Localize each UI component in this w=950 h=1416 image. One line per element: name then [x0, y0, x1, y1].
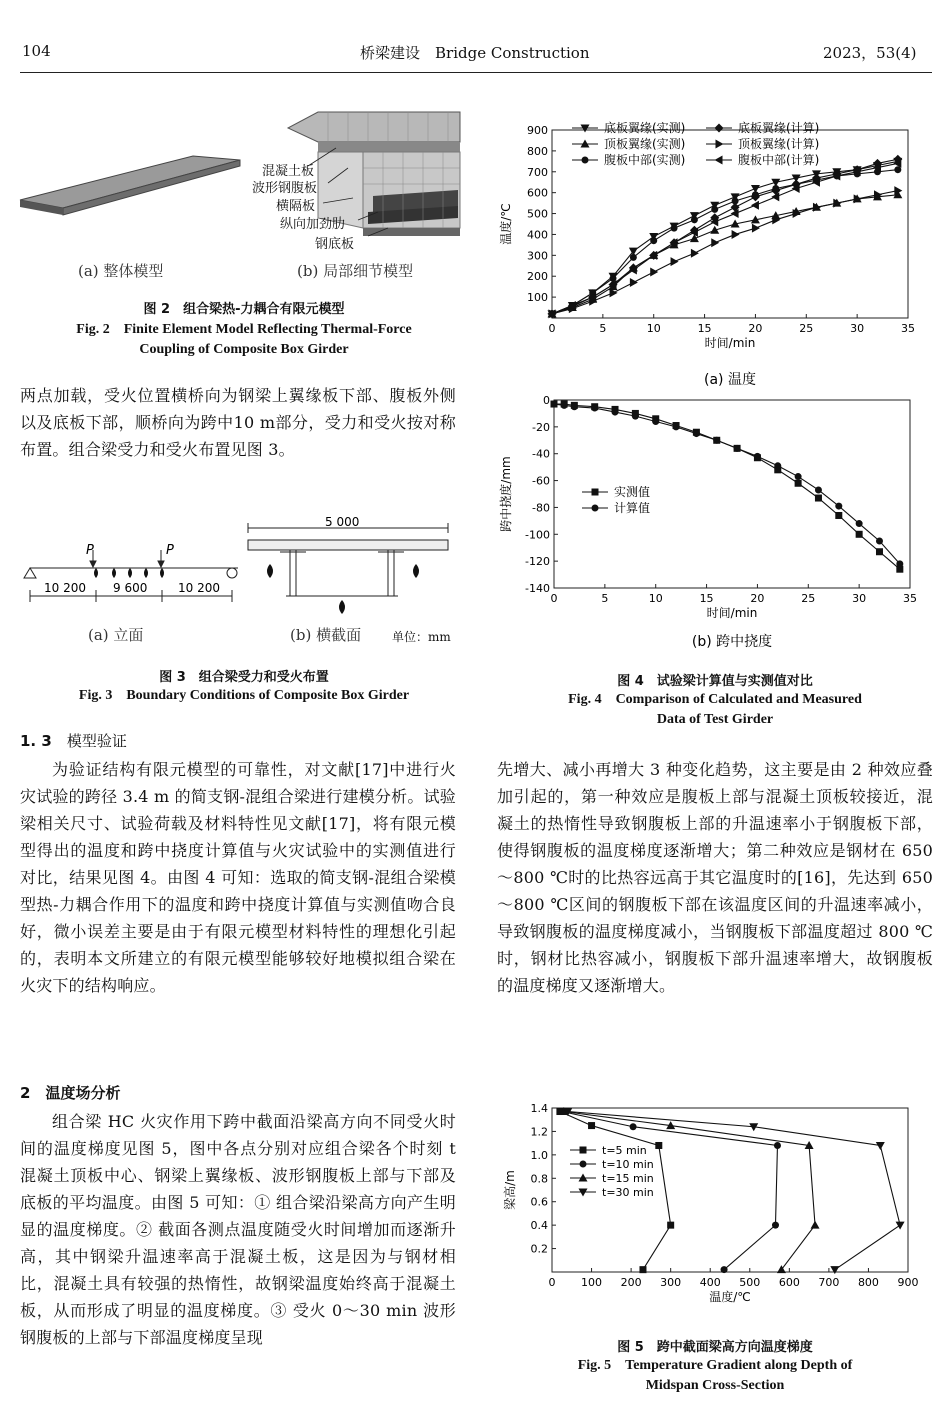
page-number: 104 [22, 42, 51, 60]
x-tick-label: 10 [646, 322, 661, 335]
x-tick-label: 800 [857, 1276, 879, 1289]
data-point [752, 224, 760, 233]
legend-marker [716, 140, 724, 149]
fig5-caption-en2: Midspan Cross-Section [645, 1378, 785, 1393]
data-point [734, 445, 741, 452]
fig4-sub-a: (a) 温度 [704, 372, 756, 388]
legend-entry-0 [582, 484, 650, 499]
fig3-caption-cn: 图 3 组合梁受力和受火布置 [159, 670, 329, 685]
fig2-caption-cn: 图 2 组合梁热-力耦合有限元模型 [143, 302, 345, 317]
x-axis-label: 温度/℃ [709, 1290, 751, 1304]
fig4-caption-en2: Data of Test Girder [656, 712, 774, 727]
legend-entry-0 [572, 120, 685, 135]
series-0 [551, 401, 904, 573]
legend-label: t=5 min [602, 1144, 647, 1157]
legend-marker [715, 124, 724, 133]
data-point [632, 413, 639, 420]
fig2-label-diaphragm: 横隔板 [276, 199, 316, 214]
plot-frame [554, 400, 910, 588]
x-axis-label: 时间/min [706, 606, 758, 620]
fig3-caption-en: Fig. 3 Boundary Conditions of Composite Box Girder [78, 688, 410, 703]
fig2-label-stiffener: 纵向加劲肋 [280, 217, 346, 232]
fig4b-deflection-chart [490, 392, 940, 654]
legend-marker [715, 156, 723, 165]
data-point [856, 531, 863, 538]
y-tick-label: 100 [527, 291, 548, 305]
legend-entry-3 [706, 136, 819, 151]
data-point [551, 401, 558, 408]
fig5-caption-en1: Fig. 5 Temperature Gradient along Depth of [577, 1358, 853, 1373]
data-point [630, 254, 637, 261]
data-point [795, 473, 802, 480]
data-point [630, 278, 638, 287]
x-tick-label: 15 [699, 592, 714, 605]
x-tick-label: 35 [901, 322, 915, 335]
fig3-load-right: P [166, 543, 174, 558]
data-point [876, 538, 883, 545]
paragraph-loading: 两点加载，受火位置横桥向为钢梁上翼缘板下部、腹板外侧以及底板下部，顺桥向为跨中10 m部分，受力和受火按对称布置。组合梁受力和受火布置见图 3。 [20, 386, 456, 459]
x-tick-label: 20 [750, 592, 765, 605]
legend-label: 顶板翼缘(计算) [738, 137, 820, 151]
legend-label: 底板翼缘(计算) [738, 121, 820, 135]
legend-entry-1 [582, 500, 650, 515]
x-tick-label: 5 [601, 592, 609, 605]
data-point [693, 430, 700, 437]
fig3-load-left: P [86, 543, 94, 558]
fig3-cross-section [248, 523, 448, 614]
paragraph-temperature: 组合梁 HC 火灾作用下跨中截面沿梁高方向不同受火时间的温度梯度见图 5，图中各点分别对应组合梁各个时刻 t 混凝土顶板中心、钢梁上翼缘板、波形钢腹板上部与下部及底板的平均温度。由图 5 可知：① 组合梁沿梁高方向产生明显的温度梯度。② 截面各测点温度随受火时间增加而逐渐升高，其中钢梁升温速率高于混凝土板，这是因为与钢材相比，混凝土具有较强的热惰性，故钢梁温度始终高于混凝土板，从而形成了明显的温度梯度。③ 受火 0～30 min 波形钢腹板的上部与下部温度梯度呈现 [20, 1112, 456, 1347]
data-point [639, 1266, 646, 1273]
fig3-unit: 单位：mm [392, 630, 451, 644]
data-point [630, 1123, 637, 1130]
legend-label: 计算值 [614, 501, 651, 515]
fig4-caption-en1: Fig. 4 Comparison of Calculated and Measured [568, 692, 862, 707]
data-point [671, 257, 679, 266]
data-point [896, 560, 903, 567]
data-point [571, 403, 578, 410]
legend-marker [592, 489, 599, 496]
data-point [650, 268, 658, 277]
data-point [711, 238, 719, 247]
y-tick-label: 1.4 [530, 1102, 548, 1115]
legend-label: 底板翼缘(实测) [604, 121, 686, 135]
data-point [772, 1222, 779, 1229]
data-point [732, 230, 740, 239]
y-tick-label: -60 [532, 474, 550, 488]
legend-label: 腹板中部(实测) [604, 153, 686, 167]
fig5-gradient-chart [490, 1100, 940, 1322]
series-1 [558, 1108, 781, 1273]
y-tick-label: 0.8 [530, 1172, 548, 1186]
legend-entry-2 [572, 136, 685, 151]
series-4 [549, 166, 902, 317]
legend-entry-4 [572, 152, 685, 167]
data-point [876, 1142, 885, 1150]
legend-label: t=15 min [602, 1172, 654, 1185]
data-point [691, 216, 698, 223]
paragraph-web-gradient: 先增大、减小再增大 3 种变化趋势，这主要是由 2 种效应叠加引起的，第一种效应是腹板上部与混凝土顶板较接近，混凝土的热惰性导致钢腹板上部的升温速率小于钢腹板下部，使得钢腹板的温度梯度逐渐增大；第二种效应是钢材在 650～800 ℃时的比热容远高于其它温度时的[16]，先达到 650～800 ℃区间的钢腹板下部在该温度区间的升温速率减小，导致钢腹板的温度梯度减小，当钢腹板下部温度超过 800 ℃时，钢材比热容减小，钢腹板下部升温速率增大，故钢腹板的温度梯度又逐渐增大。 [497, 760, 933, 995]
fig2-sub-b: (b) 局部细节模型 [297, 262, 414, 280]
x-tick-label: 100 [581, 1276, 603, 1289]
y-axis-label: 梁高/m [503, 1170, 517, 1210]
x-tick-label: 20 [748, 322, 763, 335]
journal-title: 桥梁建设 Bridge Construction [360, 44, 590, 62]
y-axis-label: 跨中挠度/mm [499, 456, 513, 532]
y-tick-label: 0.2 [530, 1242, 548, 1256]
data-point [591, 405, 598, 412]
x-tick-label: 500 [739, 1276, 761, 1289]
fig2-label-bottom: 钢底板 [315, 237, 355, 252]
data-point [811, 1221, 820, 1229]
series-line [554, 404, 900, 564]
series-1 [551, 401, 904, 568]
data-point [588, 1122, 595, 1129]
x-tick-label: 25 [799, 322, 814, 335]
data-point [655, 1142, 662, 1149]
data-point [835, 512, 842, 519]
x-tick-label: 300 [660, 1276, 682, 1289]
data-point [772, 185, 779, 192]
data-point [751, 201, 759, 210]
y-tick-label: -20 [532, 420, 550, 434]
fig3-width: 5 000 [325, 515, 360, 529]
fig2-label-concrete: 混凝土板 [262, 164, 315, 179]
data-point [671, 225, 678, 232]
legend-entry-2 [570, 1172, 654, 1185]
data-point [795, 480, 802, 487]
paragraph-validation: 为验证结构有限元模型的可靠性，对文献[17]中进行火灾试验的跨径 3.4 m 的简支钢-混组合梁进行建模分析。试验梁相关尺寸、试验荷载及材料特性见文献[17]，将有限元模型得出的温度和跨中挠度计算值与火灾试验中的实测值进行对比，结果见图 4。由图 4 可知：选取的简支钢-混组合梁模型热-力耦合作用下的温度和跨中挠度计算值与实测值吻合良好，微小误差主要是由于有限元模型材料特性的理想化引起的，表明本文所建立的有限元模型能够较好地模拟组合梁在火灾下的结构响应。 [20, 760, 456, 995]
header-rule [20, 72, 932, 73]
y-tick-label: 300 [527, 249, 548, 263]
fig2-caption-en1: Fig. 2 Finite Element Model Reflecting Thermal-Force [76, 322, 412, 337]
series-3 [549, 186, 903, 318]
x-tick-label: 5 [599, 322, 607, 335]
legend-entry-5 [706, 152, 819, 167]
section-2-heading: 2 温度场分析 [20, 1084, 121, 1102]
y-tick-label: 500 [527, 207, 548, 221]
x-tick-label: 30 [852, 592, 867, 605]
data-point [612, 409, 619, 416]
x-tick-label: 400 [699, 1276, 721, 1289]
x-tick-label: 30 [850, 322, 865, 335]
legend-label: t=10 min [602, 1158, 654, 1171]
fig3-dim-2: 9 600 [113, 581, 148, 595]
legend-entry-1 [706, 120, 819, 135]
data-point [896, 1222, 905, 1230]
fig2-caption-en2: Coupling of Composite Box Girder [139, 342, 349, 357]
series-line [552, 161, 898, 313]
x-tick-label: 0 [548, 322, 556, 335]
series-line [554, 404, 900, 569]
fig3-sub-b: (b) 横截面 [290, 626, 362, 644]
data-point [876, 548, 883, 555]
y-tick-label: 700 [527, 165, 548, 179]
y-tick-label: 0.6 [530, 1195, 548, 1209]
data-point [754, 453, 761, 460]
y-tick-label: -80 [532, 501, 550, 515]
data-point [752, 191, 759, 198]
data-point [815, 486, 822, 493]
y-tick-label: -40 [532, 447, 550, 461]
y-tick-label: 400 [527, 228, 548, 242]
fig2-sub-a: (a) 整体模型 [78, 262, 164, 280]
x-tick-label: 600 [778, 1276, 800, 1289]
fig5-caption-cn: 图 5 跨中截面梁高方向温度梯度 [617, 1340, 813, 1355]
x-tick-label: 200 [620, 1276, 642, 1289]
fig3-dim-1: 10 200 [44, 581, 86, 595]
fig4-sub-b: (b) 跨中挠度 [691, 634, 773, 650]
issue-info: 2023，53(4) [823, 44, 917, 62]
fig2-overall-model [20, 156, 240, 215]
series-line [552, 191, 898, 314]
x-tick-label: 25 [801, 592, 816, 605]
data-point [815, 495, 822, 502]
legend-marker [580, 1147, 587, 1154]
data-point [713, 437, 720, 444]
x-tick-label: 700 [818, 1276, 840, 1289]
x-tick-label: 0 [548, 1276, 556, 1289]
y-tick-label: 900 [527, 124, 548, 137]
data-point [835, 503, 842, 510]
data-point [561, 402, 568, 409]
fig3-dim-3: 10 200 [178, 581, 220, 595]
data-point [652, 418, 659, 425]
fig4a-temperature-chart [490, 112, 940, 390]
series-line [562, 1112, 778, 1270]
data-point [691, 249, 699, 258]
fig4-caption-cn: 图 4 试验梁计算值与实测值对比 [617, 674, 813, 689]
legend-entry-0 [570, 1144, 647, 1157]
data-point [774, 1142, 781, 1149]
data-point [856, 520, 863, 527]
legend-marker [582, 157, 589, 164]
y-axis-label: 温度/℃ [499, 203, 513, 245]
legend-label: t=30 min [602, 1186, 654, 1199]
legend-marker [592, 505, 599, 512]
y-tick-label: -100 [525, 528, 550, 542]
data-point [732, 198, 739, 205]
y-tick-label: 1.2 [530, 1125, 548, 1139]
section-1-3-heading: 1. 3 模型验证 [20, 732, 127, 750]
y-tick-label: 0.4 [530, 1219, 548, 1233]
fig2-models [18, 108, 466, 258]
y-tick-label: -120 [525, 555, 550, 569]
y-tick-label: 200 [527, 270, 548, 284]
fig2-label-web: 波形钢腹板 [252, 181, 318, 196]
legend-entry-1 [570, 1158, 654, 1171]
legend-marker [580, 1161, 587, 1168]
data-point [774, 462, 781, 469]
y-tick-label: 1.0 [530, 1148, 548, 1162]
x-axis-label: 时间/min [704, 336, 756, 350]
y-tick-label: 800 [527, 144, 548, 158]
x-tick-label: 15 [697, 322, 712, 335]
data-point [721, 1266, 728, 1273]
legend-label: 顶板翼缘(实测) [604, 137, 686, 151]
x-tick-label: 0 [550, 592, 558, 605]
y-tick-label: -140 [525, 582, 550, 595]
series-2 [559, 1107, 819, 1273]
fig3-sub-a: (a) 立面 [88, 626, 144, 644]
data-point [673, 423, 680, 430]
data-point [830, 1266, 839, 1274]
data-point [711, 206, 718, 213]
data-point [667, 1222, 674, 1229]
legend-entry-3 [570, 1186, 654, 1199]
x-tick-label: 35 [903, 592, 917, 605]
y-tick-label: 600 [527, 186, 548, 200]
legend-label: 腹板中部(计算) [738, 153, 820, 167]
legend-label: 实测值 [614, 485, 651, 499]
x-tick-label: 900 [897, 1276, 919, 1289]
y-tick-label: 0 [543, 394, 550, 407]
x-tick-label: 10 [648, 592, 663, 605]
data-point [650, 237, 657, 244]
